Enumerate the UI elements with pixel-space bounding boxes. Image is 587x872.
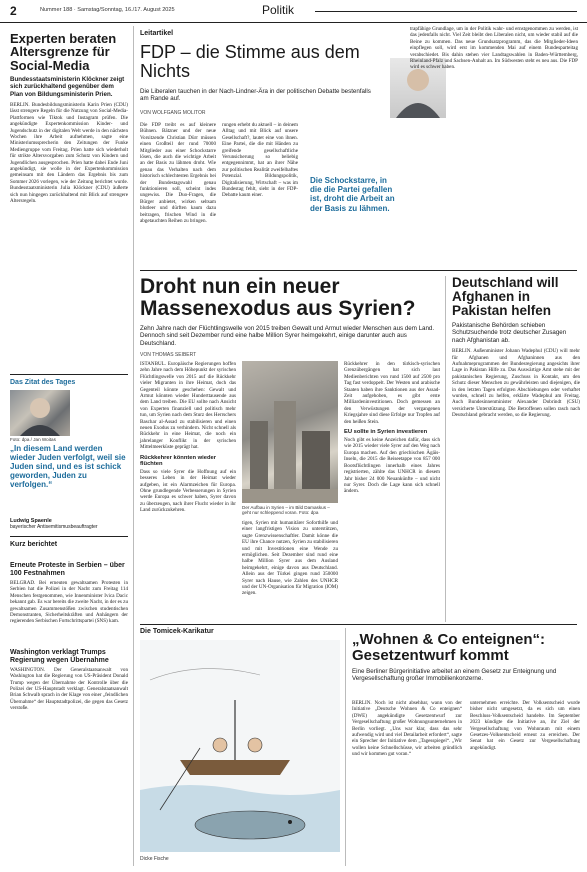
quote-rule <box>10 374 128 375</box>
body-social-media: BERLIN. Bundesbildungsministerin Karin Prien (CDU) lässt strengere Regeln für die Nutzung von Social-Media-Plattformen wie Tiktok und Instagram prüfen. Die angekündigte Expertenkommission Kinder- und Jugendschutz in der digitalen Welt werde in den nächsten Wochen ihre Arbeit aufnehmen, sagte eine Ministeriumssprecherin den Zeitungen der Funke Mediengruppe vom Freitag. Prien hatte sich wiederholt für strikte Altersvorgaben zum Schutz von Kindern und Jugendlichen ausgesprochen. Prien hatte dabei Ende Juni angekündigt, sie wolle in der Expertenkommission gemeinsam mit den Ländern das Ergebnis bis zum Sommer 2026 vorlegen, wie der Zeitung berichtet wurde. Bundesstaatsministerin Julia Klöckner (CDU) äußerte sich nun hingegen zurückhaltend mit Blick auf strengere Altersregeln. <box>10 101 128 205</box>
city-ruins-icon <box>242 361 338 503</box>
briefs-label: Kurz berichtet <box>10 541 58 548</box>
page-header <box>0 0 587 23</box>
column-divider <box>133 26 134 866</box>
brief2-body: WASHINGTON. Der Generalstaatsanwalt von Washington hat die Regierung von US-Präsident Donald Trump wegen der Übernahme der Kontrolle über die Polizei der US-Hauptstadt verklagt. Generalstaatsanwalt Brian Schwalb sprach in der Klage von einer „feindlichen Übernahme“ der Hauptstadtpolizei, die gegen das Gesetz verstoße. <box>10 666 128 712</box>
leitartikel-col2: rungen erhebt du aktuell – in deinem Alltag und mit Blick auf unsere Gesellschaft?, lautet eine von ihnen. Eine Partei, die die mit Händen zu greifende gesellschaftliche Verunsicherung so beliebig entgegennimmt, hat an ihrer Nähe zur politischen Realität zweifelhaftes Potenzial. Bildungspolitik, Digitalisierung, Wirtschaft – was im Bundestag fehlt, sieht in der FDP-Debatte kaum einer. <box>222 122 298 199</box>
bottom-divider <box>345 628 346 866</box>
main-story-col3 <box>344 361 440 619</box>
leitartikel-byline: VON WOLFGANG MOLITOR <box>140 110 206 116</box>
article-social-media <box>10 32 128 370</box>
main-story-lead: Zehn Jahre nach der Flüchtlingswelle von 2015 treiben Gewalt und Armut wieder Menschen aus dem Land. Dennoch sind seit Dezember rund eine halbe Million Syrer heimgekehrt, einige darunter auch aus Deutschland. <box>140 325 435 347</box>
cartoon-box <box>140 628 340 868</box>
leitartikel-label: Leitartikel <box>140 30 174 37</box>
main-story-col3b-text: Noch gibt es keine Anzeichen dafür, dass sich wie 2015 wieder viele Syrer auf den Weg nach Europa machen. Auf den griechischen Ägäis-Inseln, die 2015 die Reiseetappe von 857 000 Bootsflüchtlingen innerhalb eines Jahres registrierten, zählte das UNHCR in diesem Jahr bisher 24 000 Neuankünfte – und nicht nur Syrer. Doch die Lage kann sich schnell ändern. <box>344 437 440 495</box>
syria-photo-caption <box>242 505 338 515</box>
cartoon-drawing-icon <box>140 640 340 852</box>
leitartikel-col1: Die FDP treibt es auf kleinere Bühnen. Bätzner und der neue Vorsitzende Christian Dürr müssen einen Großteil der rund 70000 Mitglieder aus einer Schockstarre lösen, die auch die wichtige Arbeit an der Basis zu lähmen droht. Wie genau das Verhalten nach dem historisch schlechtesten Ergebnis bei der Bundestagswahl genau funktionieren soll, scheint indes ungewiss. Die Duo-Fragen, die Bürger anbietet, wirken seltsam blutleer und dürften kaum dazu beitragen, frischen Wind in die abgetauchten Reihen zu bringen. <box>140 122 216 225</box>
leitartikel-col3: trapfähige Grundlage, um in der Politik wahr- und ernstgenommen zu werden, ist das jedenfalls nicht. Viel Zeit bleibt den Liberalen nicht, um wieder stabil auf die Beine zu kommen. Das neue Grundsatzprogramm, das die Mitglieder-Ideen einpflegen soll, wird erst im kommenden Mai auf einem Bundesparteitag verabschiedet. Bis dahin stehen vier Landtagswahlen in Baden-Württemberg, Rheinland-Pfalz und Sachsen-Anhalt an. Im Südwesten steht es neu aus. Die FDP wird es schwer haben. <box>410 26 578 71</box>
afghanistan-body: BERLIN. Außenminister Johann Wadephul (CDU) will mehr für Afghanen und Afghaninnen aus den Aufnahmeprogrammen der Bundesregierung angesichts ihrer Lage in Pakistan Hilfe zu. Das Auswärtige Amt stehe mit der pakistanischen Regierung, Zuschuss in Kontakt, um den Schutz dieser Menschen zu gewährleisten und diejenigen, die in den letzten Tagen erfolgten Abschiebungen oder verhaftet wurden, schnell zu helfen, erklärte Wadephul am Freitag. Auch Bundesinnenminister Alexander Dobrindt (CSU) versicherte Unterstützung. Die Betroffenen sollen rasch nach Deutschland gebracht werden, so die Regierung. <box>452 348 580 419</box>
enteignen-headline: „Wohnen & Co enteignen“: Gesetzentwurf kommt <box>352 631 546 664</box>
quote-role: bayerischer Antisemitismusbeauftragter <box>10 524 98 530</box>
syria-photo <box>242 361 338 503</box>
main-story-byline: VON THOMAS SEIBERT <box>140 352 197 358</box>
issue-info: Nummer 188 · Samstag/Sonntag, 16./17. August 2025 <box>40 7 175 13</box>
bottom-rule <box>140 624 577 625</box>
quote-speaker: Ludwig Spaenle <box>10 518 52 524</box>
headline-social-media: Experten beraten Altersgrenze für Social-Media <box>10 31 117 73</box>
brief1-title: Erneute Proteste in Serbien – über 100 Festnahmen <box>10 562 125 577</box>
page-number: 2 <box>10 4 17 18</box>
main-story-rule <box>140 270 577 271</box>
main-story-col1 <box>140 361 236 619</box>
header-rule <box>315 11 577 12</box>
quote-of-the-day <box>10 374 128 489</box>
brief2-title: Washington verklagt Trumps Regierung wegen Übernahme <box>10 648 109 664</box>
quote-text: „In diesem Land werden wieder Juden verfolgt, weil sie Juden sind, und es ist schick geworden, Juden zu verfolgen.“ <box>10 444 126 489</box>
afghanistan-lead: Pakistanische Behörden schieben Schutzsuchende trotz deutscher Zusagen nach Afghanistan ab. <box>452 322 567 344</box>
main-story-headline-wrap <box>140 275 440 320</box>
main-story-col3-text: Rückkehrer in den türkisch-syrischen Grenzübergängen hat sich laut Medienberichten von rund 1500 auf 2500 pro Tag fast verdoppelt. Der Westen und arabische Staaten haben ihre Sanktionen aus der Assad-Zeit aufgehoben, es gibt erste Milliardeninvestitionen. Doch gemessen an den Verwüstungen der vergangenen Kriegsjahre sind diese Erfolge nur Tropfen auf den heißen Stein. <box>344 361 440 425</box>
leitartikel <box>140 26 580 266</box>
cartoon-label: Die Tomicek-Karikatur <box>140 628 214 635</box>
quote-photo <box>10 390 70 436</box>
section-title: Politik <box>262 3 295 17</box>
main-story-col2: tigen, Syrien mit humanitärer Soforthilfe und einer langfristigen Vision zu unterstützen, sagte Grenzwissenschaftler. Damit könne die EU ihre Chance nutzen, Syrien zu stabilisieren und mit Investitionen eine Wende zu ermöglichen. Seit Dezember sind rund eine halbe Million Syrer aus dem Ausland heimgekehrt, einige davon aus Deutschland. Allein aus der Türkei gingen rund 350000 Syrer nach Hause, wie Zahlen des UNHCR und der UN-Organisation für Migration (IOM) zeigen. <box>242 520 338 597</box>
portrait-icon <box>10 390 70 436</box>
lead-social-media: Bundesstaatsministerin Klöckner zeigt sich zurückhaltend gegenüber dem Plan von Bildungsministerin Prien. <box>10 75 125 98</box>
main-story-sub1: Rückkehrer könnten wieder flüchten <box>140 454 217 467</box>
leitartikel-lead: Die Liberalen tauchen in der Nach-Lindner-Ära in der politischen Debatte bestenfalls am Rande auf. <box>140 88 371 103</box>
article-enteignen <box>352 632 580 683</box>
enteignen-col1: BERLIN. Noch ist nicht absehbar, wann von der Initiative „Deutsche Wohnen & Co enteignen“ (DWE) angekündigte Gesetzentwurf zur Vergesellschaftung großer Wohnungsunternehmen in Berlin vorliegt. „Uns war klar, dass das sehr aufwendig wird und viel Detailarbeit erfordert“, sagte ein Sprecher der Initiative dem „Tagesspiegel“. „Wir wollen keine Schnellschüsse, wir arbeiten gründlich und wir kommen gut voran.“ <box>352 700 462 758</box>
syria-photo-caption-text: Der Aufbau in Syrien – im Bild Damaskus – geht nur schleppend voran. <box>242 505 330 515</box>
right-divider <box>445 276 446 622</box>
leitartikel-headline: FDP – die Stimme aus dem Nichts <box>140 42 360 81</box>
afghanistan-headline: Deutschland will Afghanen in Pakistan helfen <box>452 275 559 318</box>
quote-photo-caption: Foto: dpa / Jan Woitas <box>10 437 56 442</box>
enteignen-col2: unternehmen erreichte. Der Volksentscheid wurde bisher nicht umgesetzt, da es sich um einen Beschluss-Volksentscheid handelte. Im September 2023 kündigte die Initiative an, ihr Ziel der Vergesellschaftung von Wohnraum mit einem Gesetzes-Volksentscheid erneut zu erreichen. Der Senat hat ein Gesetz zur Vergesellschaftung angekündigt. <box>470 700 580 751</box>
enteignen-lead: Eine Berliner Bürgerinitiative arbeitet an einem Gesetz zur Enteignung und Vergesellschaftung großer Immobilienkonzerne. <box>352 668 557 683</box>
cartoon-caption: Dicke Fische <box>140 856 169 862</box>
briefs-rule <box>10 536 128 537</box>
leitartikel-pullquote: Die Schockstarre, in die die Partei gefallen ist, droht die Arbeit an der Basis zu lähmen. <box>310 176 395 213</box>
brief1-body: BELGRAD. Bei erneuten gewaltsamen Protesten in Serbien hat die Polizei in der Nacht zum Freitag 114 Menschen festgenommen, wie Innenminister Ivica Dacic bekannt gab. Es war bereits die zweite Nacht, in der es zu gewaltsamen Zusammenstößen zwischen studentischen Demonstranten, Sicherheitskräften und Anhängern der regierenden Serbischen Fortschrittspartei (SNS) kam. <box>10 580 128 625</box>
article-afghanistan <box>452 276 580 622</box>
main-story-sub2: EU sollte in Syrien investieren <box>344 429 428 436</box>
main-story-col1-text: ISTANBUL. Europäische Regierungen hoffen zehn Jahre nach dem Höhepunkt der syrischen Flüchtlingswelle von 2015 auf die Rückkehr vieler Migranten in ihre Heimat, doch das Gegenteil könnte geschehen: Gewalt und Armut könnten wieder Hunderttausende aus dem Land treiben. Die EU sollte nach Ansicht von Experten finanziell und politisch mehr tun, um Syrien nach dem Sturz des Herrschers Baschar al-Assad zu stabilisieren und einen neuen Exodus zu verhindern. Nicht schnell als Rückkehr in eine Heimat, die noch ein jahrelanger Konflikt in der syrischen Mittelmeerküste geprägt hat. <box>140 361 236 451</box>
briefs <box>10 536 128 866</box>
main-story-col1b-text: Dass so viele Syrer die Hoffnung auf ein besseres Leben in der Heimat wieder aufgeben, ist ein Alarmzeichen für Europa. Ohne grundlegende Verbesserungen in Syrien werde Europa es schwer haben, Syrer davon zu überzeugen, nach ihrer Flucht wieder in ihr Land zurückzukehren. <box>140 468 236 514</box>
quote-label: Das Zitat des Tages <box>10 379 76 386</box>
main-story-headline: Droht nun ein neuer Massenexodus aus Syrien? <box>140 275 416 320</box>
syria-photo-credit: Foto: dpa <box>298 510 319 515</box>
quote-attribution <box>10 518 128 530</box>
